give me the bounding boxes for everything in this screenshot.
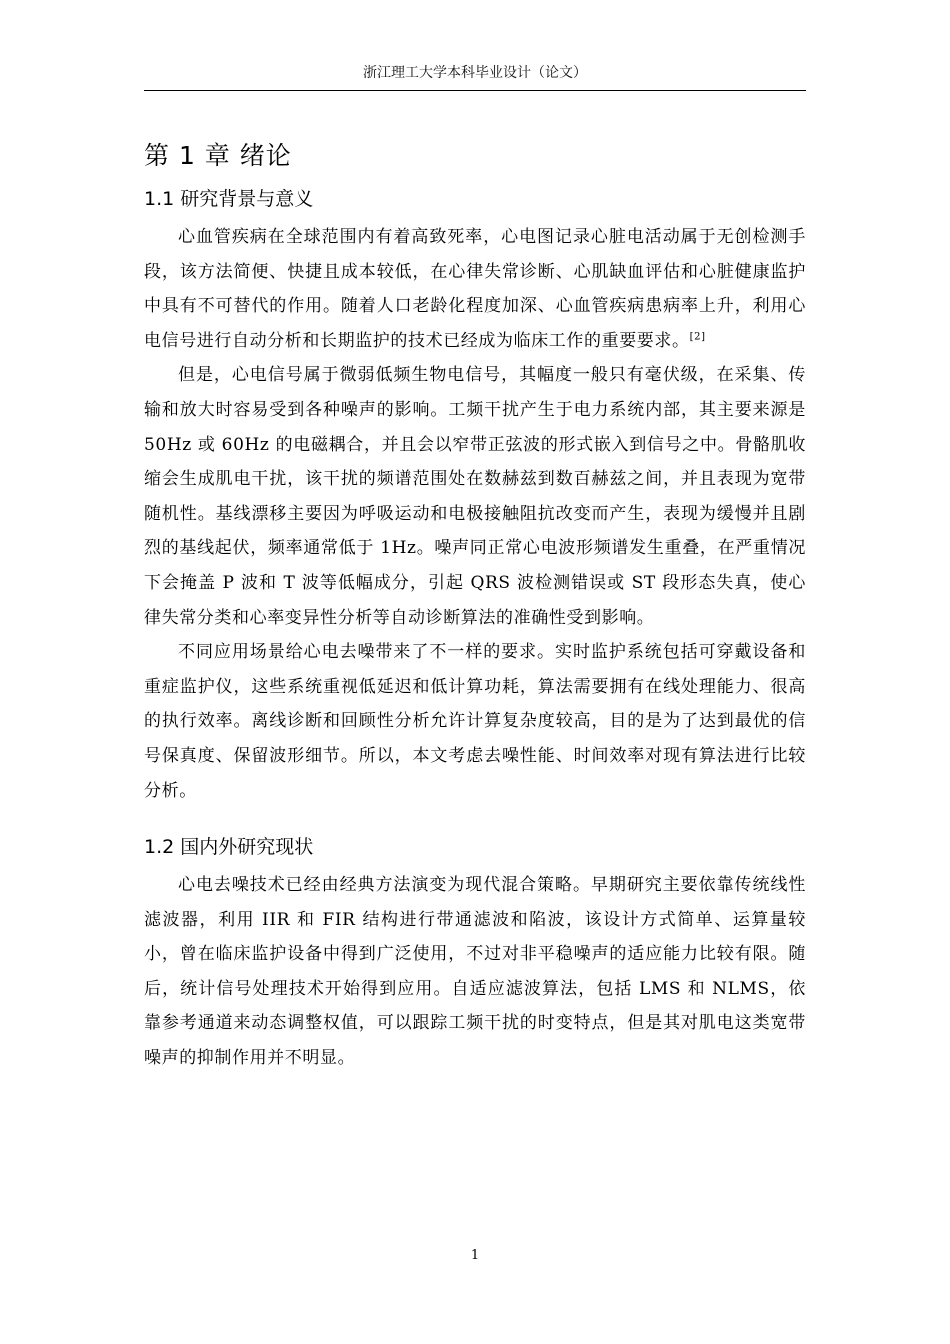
running-header (144, 58, 806, 91)
running-header-title: 浙江理工大学本科毕业设计（论文） (363, 65, 587, 81)
chapter-title: 第 1 章 绪论 (144, 141, 292, 170)
paragraph-text: 不同应用场景给心电去噪带来了不一样的要求。实时监护系统包括可穿戴设备和重症监护仪，这些系统重视低延迟和低计算功耗，算法需要拥有在线处理能力、很高的执行效率。离线诊断和回顾性分析允许计算复杂度较高，目的是为了达到最优的信号保真度、保留波形细节。所以，本文考虑去噪性能、时间效率对现有算法进行比较分析。 (144, 642, 806, 801)
paragraph-text: 心电去噪技术已经由经典方法演变为现代混合策略。早期研究主要依靠传统线性滤波器，利用 IIR 和 FIR 结构进行带通滤波和陷波，该设计方式简单、运算量较小，曾在临床监护设备中得到广泛使用，不过对非平稳噪声的适应能力比较有限。随后，统计信号处理技术开始得到应用。自适应滤波算法，包括 LMS 和 NLMS，依靠参考通道来动态调整权值，可以跟踪工频干扰的时变特点，但是其对肌电这类宽带噪声的抑制作用并不明显。 (144, 875, 806, 1069)
paragraph (144, 220, 806, 358)
paragraph (144, 868, 806, 1076)
page-body (144, 120, 806, 1076)
paragraph-text: 心血管疾病在全球范围内有着高致死率，心电图记录心脏电活动属于无创检测手段，该方法简便、快捷且成本较低，在心律失常诊断、心肌缺血评估和心脏健康监护中具有不可替代的作用。随着人口老龄化程度加深、心血管疾病患病率上升，利用心电信号进行自动分析和长期监护的技术已经成为临床工作的重要要求。 (144, 227, 806, 351)
section-title-1-2: 1.2 国内外研究现状 (144, 836, 314, 859)
citation: [2] (689, 331, 706, 343)
paragraph (144, 635, 806, 808)
paragraph-text: 但是，心电信号属于微弱低频生物电信号，其幅度一般只有毫伏级，在采集、传输和放大时容易受到各种噪声的影响。工频干扰产生于电力系统内部，其主要来源是 50Hz 或 60Hz 的电磁耦合，并且会以窄带正弦波的形式嵌入到信号之中。骨骼肌收缩会生成肌电干扰，该干扰的频谱范围处在数赫兹到数百赫兹之间，并且表现为宽带随机性。基线漂移主要因为呼吸运动和电极接触阻抗改变而产生，表现为缓慢并且剧烈的基线起伏，频率通常低于 1Hz。噪声同正常心电波形频谱发生重叠，在严重情况下会掩盖 P 波和 T 波等低幅成分，引起 QRS 波检测错误或 ST 段形态失真，使心律失常分类和心率变异性分析等自动诊断算法的准确性受到影响。 (144, 365, 806, 628)
paragraph (144, 358, 806, 635)
page-number: 1 (470, 1248, 480, 1263)
section-title-1-1: 1.1 研究背景与意义 (144, 188, 314, 210)
